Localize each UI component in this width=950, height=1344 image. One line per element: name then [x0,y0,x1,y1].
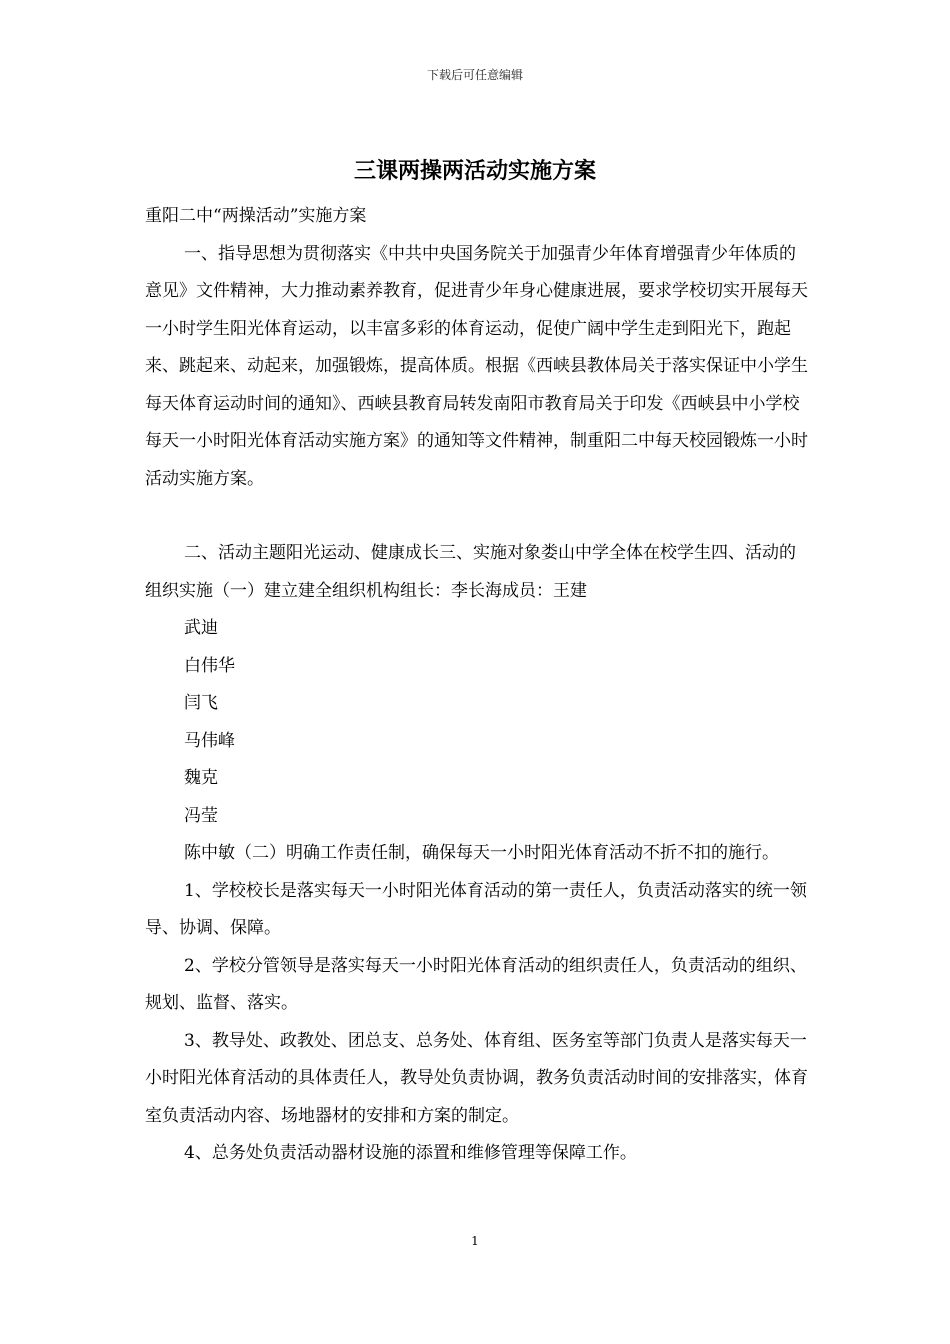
list-item: 1、学校校长是落实每天一小时阳光体育活动的第一责任人，负责活动落实的统一领导、协调、保障。 [145,880,807,938]
member-name: 马伟峰 [184,730,235,751]
document-body [145,198,810,1173]
member-name: 闫飞 [184,693,218,713]
page-header: 下载后可任意编辑 [426,68,523,82]
list-item: 2、学校分管领导是落实每天一小时阳光体育活动的组织责任人，负责活动的组织、规划、监督、落实。 [145,955,807,1013]
page-number: 1 [471,1234,479,1248]
member-name: 冯莹 [184,805,218,826]
paragraph-theme-and-organization: 二、活动主题阳光运动、健康成长三、实施对象娄山中学全体在校学生四、活动的组织实施（一）建立建全组织机构组长：李长海成员：王建 [145,543,796,601]
member-name: 武迪 [184,618,218,638]
paragraph-guiding-ideology: 一、指导思想为贯彻落实《中共中央国务院关于加强青少年体育增强青少年体质的意见》文件精神，大力推动素养教育，促进青少年身心健康进展，要求学校切实开展每天一小时学生阳光体育运动，以丰富多彩的体育运动，促使广阔中学生走到阳光下，跑起来、跳起来、动起来，加强锻炼，提高体质。根据《西峡县教体局关于落实保证中小学生每天体育运动时间的通知》、西峡县教育局转发南阳市教育局关于印发《西峡县中小学校每天一小时阳光体育活动实施方案》的通知等文件精神，制重阳二中每天校园锻炼一小时活动实施方案。 [145,243,808,489]
list-item: 3、教导处、政教处、团总支、总务处、体育组、医务室等部门负责人是落实每天一小时阳光体育活动的具体责任人，教导处负责协调，教务负责活动时间的安排落实，体育室负责活动内容、场地器材的安排和方案的制定。 [145,1030,808,1126]
paragraph-spacer [145,498,810,535]
member-name: 魏克 [184,768,218,788]
list-item: 4、总务处负责活动器材设施的添置和维修管理等保障工作。 [184,1143,637,1163]
subtitle: 重阳二中“两操活动”实施方案 [145,206,367,226]
document-title: 三课两操两活动实施方案 [353,158,596,184]
member-name: 白伟华 [184,655,235,676]
paragraph-responsibility: 陈中敏（二）明确工作责任制，确保每天一小时阳光体育活动不折不扣的施行。 [184,843,779,863]
